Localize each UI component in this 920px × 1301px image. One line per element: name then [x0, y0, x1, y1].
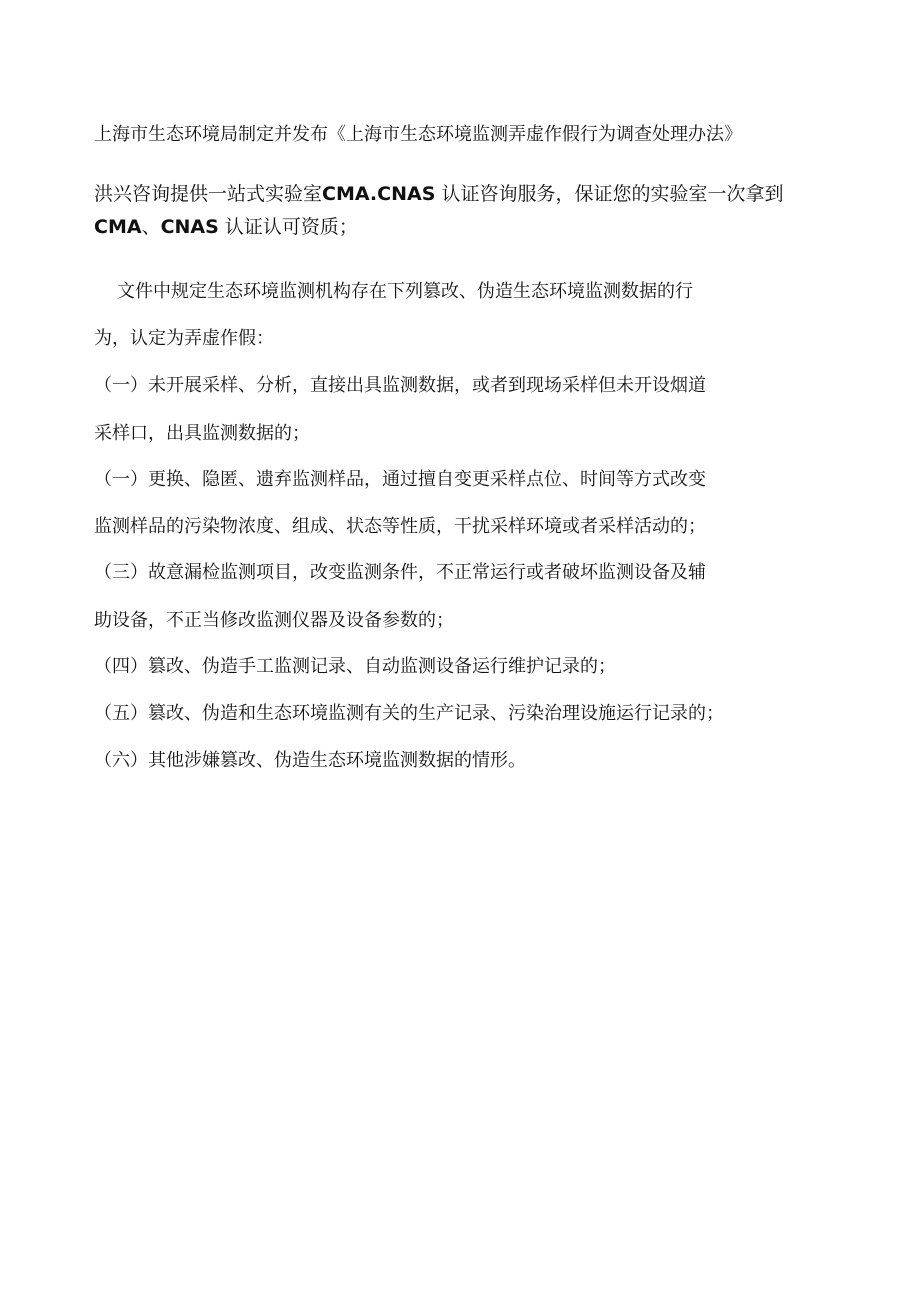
- item-4-line: （四）篡改、伪造手工监测记录、自动监测设备运行维护记录的；: [94, 656, 616, 677]
- ad-cma-cnas: CMA.CNAS: [322, 183, 436, 205]
- ad-cma: CMA: [94, 216, 142, 238]
- intro-sans-part: 生态环境监测机构存在下列篡改、伪造生态环境监测数据的行: [207, 281, 693, 302]
- item-1-line-1: （一）未开展采样、分析，直接出具监测数据，或者到现场采样但未开设烟道: [94, 375, 706, 396]
- ad-line-2-suffix: 认证认可资质；: [224, 216, 358, 238]
- item-1-line-2: 采样口，出具监测数据的；: [94, 423, 310, 444]
- document-title-line: 上海市生态环境局制定并发布《上海市生态环境监测弄虚作假行为调查处理办法》: [94, 124, 742, 145]
- ad-line-2: [94, 215, 358, 239]
- ad-line-1: [94, 182, 783, 206]
- intro-serif-part: 文件中规定: [117, 281, 207, 302]
- ad-line-1-suffix: 认证咨询服务，保证您的实验室一次拿到: [441, 183, 784, 205]
- ad-separator: 、: [141, 216, 161, 238]
- item-3-line-2: 助设备，不正当修改监测仪器及设备参数的；: [94, 610, 454, 631]
- ad-cnas: CNAS: [160, 216, 219, 238]
- item-6-line: （六）其他涉嫌篡改、伪造生态环境监测数据的情形。: [94, 750, 526, 771]
- item-3-line-1: （三）故意漏检监测项目，改变监测条件，不正常运行或者破坏监测设备及辅: [94, 562, 706, 583]
- item-2-line-2: 监测样品的污染物浓度、组成、状态等性质，干扰采样环境或者采样活动的；: [94, 516, 706, 537]
- item-5-line: （五）篡改、伪造和生态环境监测有关的生产记录、污染治理设施运行记录的；: [94, 703, 724, 724]
- intro-line-1: [117, 280, 693, 304]
- item-2-line-1: （一）更换、隐匿、遗弃监测样品，通过擅自变更采样点位、时间等方式改变: [94, 469, 706, 490]
- ad-line-1-prefix: 洪兴咨询提供一站式实验室: [94, 183, 323, 205]
- intro-line-2: 为，认定为弄虚作假：: [94, 328, 274, 349]
